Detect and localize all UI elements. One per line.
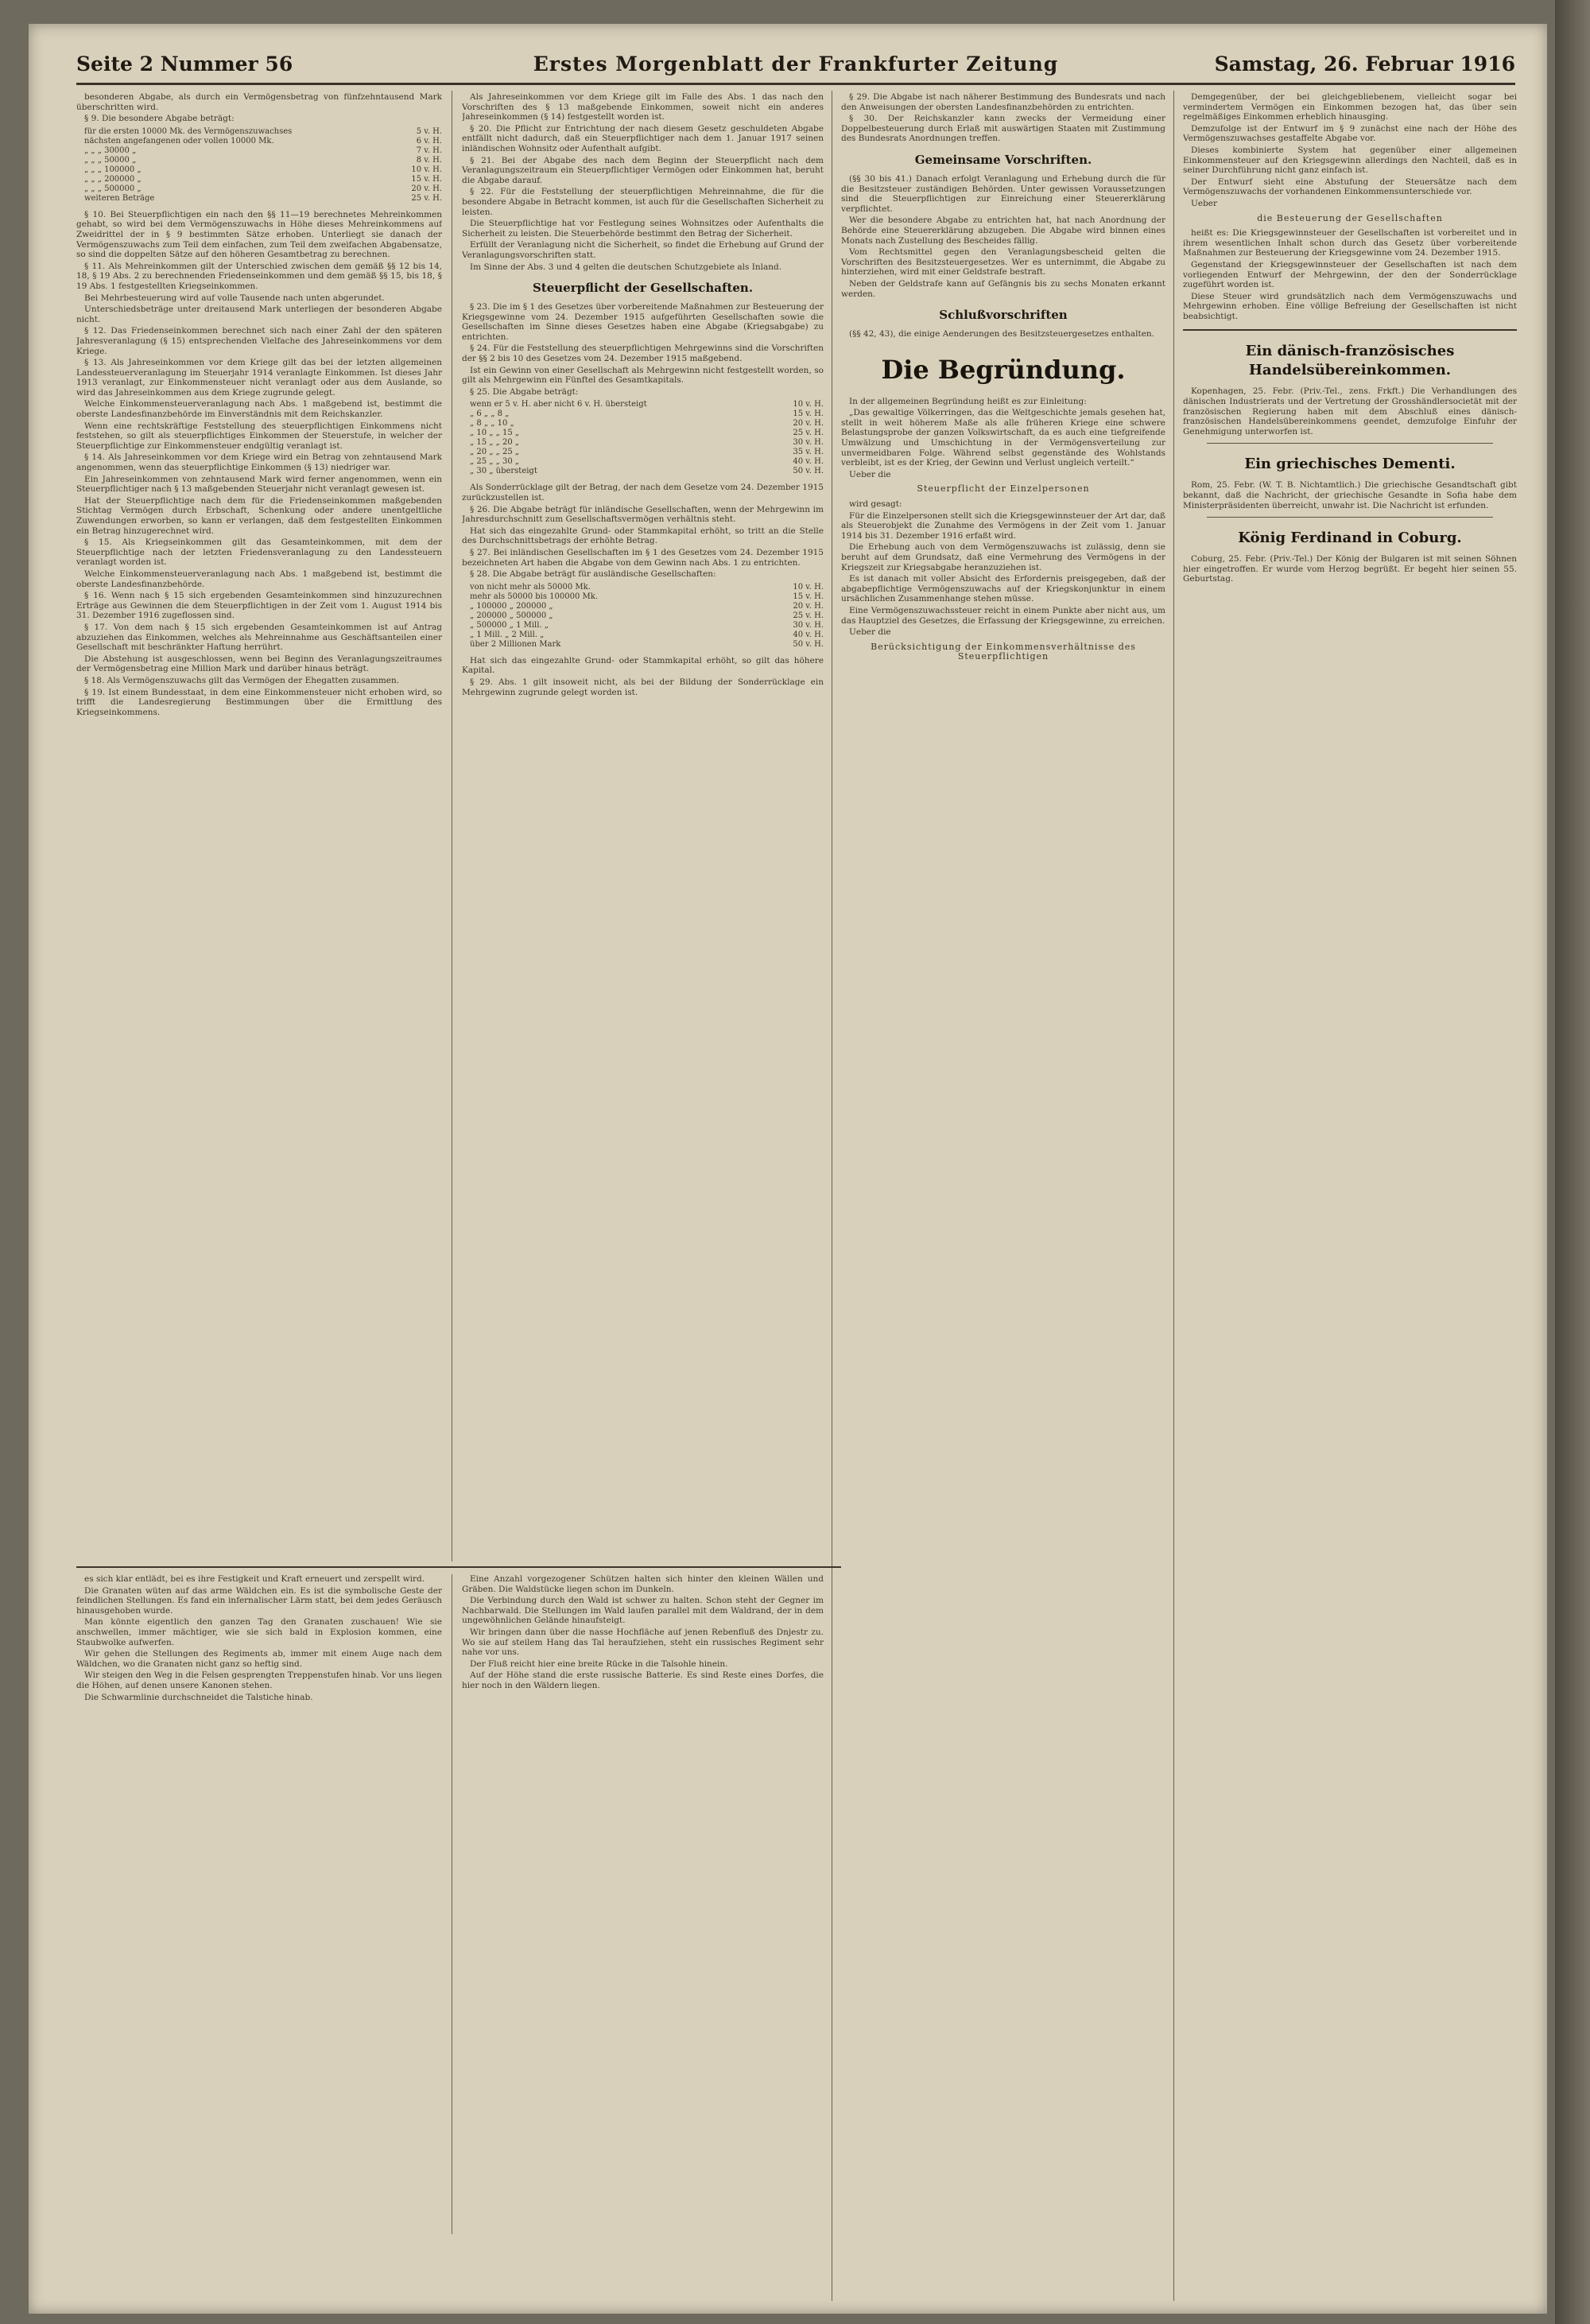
subsection-heading: die Besteuerung der Gesellschaften [1257,212,1443,223]
paragraph: Ist ein Gewinn von einer Gesellschaft als Mehrgewinn nicht festgestellt worden, so gilt als Mehrgewinn ein Fünftel des Gesamtkapitals. [462,365,824,386]
masthead-rule [76,83,1515,85]
table-row: „ 500000 „ 1 Mill. „ 30 v. H. [470,620,824,630]
paragraph: Ueber [1191,198,1218,208]
news-headline: Ein dänisch-französisches Handelsübereinkommen. [1245,343,1455,379]
subsection-heading: Steuerpflicht der Einzelpersonen [917,483,1090,495]
paragraph: § 15. Als Kriegseinkommen gilt das Gesamteinkommen, mit dem der Steuerpflichtige nach der letzten Friedensveranlagung zu den Landessteuern veranlagt worden ist. [76,537,442,568]
paragraph: Eine Anzahl vorgezogener Schützen halten sich hinter den kleinen Wällen und Gräben. Die Waldstücke liegen schon im Dunkeln. [462,1574,824,1594]
paragraph: In der allgemeinen Begründung heißt es zur Einleitung: [849,396,1087,406]
rate-table [462,400,824,476]
news-body: Kopenhagen, 25. Febr. (Priv.-Tel., zens. Frkft.) Die Verhandlungen des dänischen Industrierats und der Vertretung der Grosshändlersocietät mit der französischen Regierung haben mit dem Abschluß eines dänisch-französischen Handelsübereinkommens geendet, demzufolge Einfuhr der Genehmigung unterworfen ist. [1183,386,1517,436]
table-row: „ 25 „ „ 30 „ 40 v. H. [470,457,824,467]
paragraph: § 16. Wenn nach § 15 sich ergebenden Gesamteinkommen sind hinzuzurechnen Erträge aus Gewinnen die dem Steuerpflichtigen in der Zeit vom 1. August 1914 bis 31. Dezember 1916 zugeflossen sind. [76,591,442,621]
paragraph: Die Erhebung auch von dem Vermögenszuwachs ist zulässig, denn sie beruht auf dem Grundsatz, daß eine Vermehrung des Vermögens in der Kriegszeit zur Kriegsabgabe heranzuziehen ist. [841,542,1165,572]
section-heading: Steuerpflicht der Gesellschaften. [532,281,754,296]
column-rule [1173,91,1174,2301]
table-row: mehr als 50000 bis 100000 Mk. 15 v. H. [470,592,824,601]
paragraph: § 27. Bei inländischen Gesellschaften im § 1 des Gesetzes vom 24. Dezember 1915 bezeichneten Art haben die Abgabe von dem Gewinn nach Abs. 1 zu entrichten. [462,548,824,568]
paragraph: Der Entwurf sieht eine Abstufung der Steuersätze nach dem Vermögenszuwachs der vorhandenen Einkommensunterschiede vor. [1183,177,1517,197]
paragraph: Unterschiedsbeträge unter dreitausend Mark unterliegen der besonderen Abgabe nicht. [76,305,442,324]
paragraph: § 24. Für die Feststellung des steuerpflichtigen Mehrgewinns sind die Vorschriften der §§ 2 bis 10 des Gesetzes vom 24. Dezember 1915 maßgebend. [462,343,824,364]
paragraph: Wer die besondere Abgabe zu entrichten hat, hat nach Anordnung der Behörde eine Steuererklärung abzugeben. Die Abgabe wird binnen eines Monats nach Zustellung des Bescheides fällig. [841,215,1165,246]
paragraph: Auf der Höhe stand die erste russische Batterie. Es sind Reste eines Dorfes, die hier noch in den Wäldern liegen. [462,1670,824,1690]
paragraph: „Das gewaltige Völkerringen, das die Weltgeschichte jemals gesehen hat, stellt in weit höherem Maße als alle früheren Kriege eine schwere Belastungsprobe der ganzen Volkswirtschaft, da es auch eine tiefgreifende Umwälzung und Umschichtung in der Vermögensverteilung zur unvermeidbaren Folge. Während selbst gegenstände des Wohlstands verbleibt, ist es der Krieg, der Gewinn und Verlust ungleich verteilt.“ [841,408,1165,468]
paragraph: Gegenstand der Kriegsgewinnsteuer der Gesellschaften ist nach dem vorliegenden Entwurf der Mehrgewinn, der den der Sonderrücklage zugeführt worden ist. [1183,259,1517,290]
paragraph: § 22. Für die Feststellung der steuerpflichtigen Mehreinnahme, die für die besondere Abgabe in Betracht kommen, ist auch für die Gesellschaften Sicherheit zu leisten. [462,187,824,217]
paragraph: § 9. Die besondere Abgabe beträgt: [84,114,235,124]
paragraph: Bei Mehrbesteuerung wird auf volle Tausende nach unten abgerundet. [84,293,385,303]
column-4 [1183,92,1517,2295]
rate-table [462,583,824,650]
column-2 [462,92,824,1555]
paragraph: Wenn eine rechtskräftige Feststellung des steuerpflichtigen Einkommens nicht feststehen, so gilt als steuerpflichtiges Einkommen der Steuerstufe, in welcher der Steuerpflichtige zur Einkommensteuer endgültig veranlagt ist. [76,421,442,451]
feuilleton-rule [76,1566,841,1568]
table-row: wenn er 5 v. H. aber nicht 6 v. H. übersteigt 10 v. H. [470,400,824,409]
paragraph: Neben der Geldstrafe kann auf Gefängnis bis zu sechs Monaten erkannt werden. [841,278,1165,299]
paragraph: § 29. Abs. 1 gilt insoweit nicht, als bei der Bildung der Sonderrücklage ein Mehrgewinn zugrunde gelegt worden ist. [462,677,824,697]
paragraph: § 13. Als Jahreseinkommen vor dem Kriege gilt das bei der letzten allgemeinen Landessteuerveranlagung im Steuerjahr 1914 veranlagte Einkommen. Ist dieses Jahr 1913 veranlagt, zur Einkommensteuer nicht veranlagt oder aus dem Auslande, so wird das Jahreseinkommen aus dem Kriege zugrunde gelegt. [76,358,442,398]
paragraph: § 29. Die Abgabe ist nach näherer Bestimmung des Bundesrats und nach den Anweisungen der obersten Landesfinanzbehörden zu entrichten. [841,92,1165,112]
table-row: „ 15 „ „ 20 „ 30 v. H. [470,438,824,448]
paragraph: Demgegenüber, der bei gleichgebliebenem, vielleicht sogar bei vermindertem Vermögen ein Einkommen bezogen hat, das über sein regelmäßiges Einkommen erheblich hinausging. [1183,92,1517,122]
paragraph: es sich klar entlädt, bei es ihre Festigkeit und Kraft erneuert und zerspellt wird. [84,1574,425,1584]
table-row: „ „ „ 50000 „ 8 v. H. [84,155,442,165]
paragraph: Als Jahreseinkommen vor dem Kriege gilt im Falle des Abs. 1 das nach den Vorschriften des § 13 maßgebende Einkommen, soweit nicht ein anderes Jahreseinkommen (§ 14) festgestellt worden ist. [462,92,824,122]
section-heading: Gemeinsame Vorschriften. [914,152,1092,167]
paragraph: wird gesagt: [849,499,902,510]
paragraph: (§§ 30 bis 41.) Danach erfolgt Veranlagung und Erhebung durch die für die Besitzsteuer zuständigen Behörden. Unter gewissen Voraussetzungen sind die Steuerpflichtigen zur Einreichung einer Steuererklärung verpflichtet. [841,173,1165,214]
paragraph: § 18. Als Vermögenszuwachs gilt das Vermögen der Ehegatten zusammen. [84,675,400,685]
paragraph: besonderen Abgabe, als durch ein Vermögensbetrag von fünfzehntausend Mark überschritten wird. [76,92,442,112]
table-row: „ 1 Mill. „ 2 Mill. „ 40 v. H. [470,630,824,639]
paragraph: Die Steuerpflichtige hat vor Festlegung seines Wohnsitzes oder Aufenthalts die Sicherheit zu leisten. Die Steuerbehörde bestimmt den Betrag der Sicherheit. [462,219,824,239]
news-body: Coburg, 25. Febr. (Priv.-Tel.) Der König der Bulgaren ist mit seinen Söhnen hier eingetroffen. Er wurde vom Herzog begrüßt. Er begeht hier seinen 55. Geburtstag. [1183,554,1517,584]
paragraph: Wir bringen dann über die nasse Hochfläche auf jenen Rebenfluß des Dnjestr zu. Wo sie auf steilem Hang das Tal heraufziehen, steht ein russisches Regiment sehr nahe vor uns. [462,1627,824,1658]
feuilleton-column-2 [462,1574,824,2226]
section-divider [1183,329,1517,331]
news-headline: Ein griechisches Dementi. [1244,456,1456,473]
table-row: „ 20 „ „ 25 „ 35 v. H. [470,448,824,457]
column-3 [841,92,1165,2295]
paragraph: heißt es: Die Kriegsgewinnsteuer der Gesellschaften ist vorbereitet und in ihrem wesentlichen Inhalt schon durch das Gesetz über vorbereitende Maßnahmen zur Besteuerung der Kriegsgewinne vom 24. Dezember 1915. [1183,228,1517,258]
table-row: „ 100000 „ 200000 „ 20 v. H. [470,601,824,611]
table-row: von nicht mehr als 50000 Mk. 10 v. H. [470,582,824,592]
paragraph: § 20. Die Pflicht zur Entrichtung der nach diesem Gesetz geschuldeten Abgabe entfällt nicht dadurch, daß ein Steuerpflichtiger nach dem 1. Januar 1917 seinen inländischen Wohnsitz oder Aufenthalt aufgibt. [462,123,824,153]
table-row: „ „ „ 100000 „ 10 v. H. [84,165,442,174]
table-row: über 2 Millionen Mark 50 v. H. [470,639,824,649]
table-row: für die ersten 10000 Mk. des Vermögenszuwachses 5 v. H. [84,126,442,136]
table-row: „ 30 „ übersteigt 50 v. H. [470,467,824,476]
paragraph: Der Fluß reicht hier eine breite Rücke in die Talsohle hinein. [470,1659,728,1669]
paragraph: Hat sich das eingezahlte Grund- oder Stammkapital erhöht, so tritt an die Stelle des Durchschnittsbetrags der erhöhte Betrag. [462,526,824,546]
table-row: „ 6 „ „ 8 „ 15 v. H. [470,409,824,419]
paragraph: Als Sonderrücklage gilt der Betrag, der nach dem Gesetze vom 24. Dezember 1915 zurückzustellen ist. [462,483,824,503]
paragraph: § 23. Die im § 1 des Gesetzes über vorbereitende Maßnahmen zur Besteuerung der Kriegsgewinne vom 24. Dezember 1915 aufgeführten Gesellschaften sowie die Gesellschaften im Sinne dieses Gesetzes haben eine Abgabe (Kriegsabgabe) zu entrichten. [462,302,824,342]
paragraph: § 21. Bei der Abgabe des nach dem Beginn der Steuerpflicht nach dem Veranlagungszeitraum ein Steuerpflichtiger Vermögen oder Einkommen hat, beruht die Abgabe darauf. [462,155,824,185]
table-row: weiteren Beträge 25 v. H. [84,193,442,203]
column-1 [76,92,442,1555]
newspaper-title: Erstes Morgenblatt der Frankfurter Zeitung [533,52,1059,76]
newspaper-page [29,24,1547,2314]
subsection-heading: Berücksichtigung der Einkommensverhältnisse des Steuerpflichtigen [871,641,1136,662]
paragraph: § 19. Ist einem Bundesstaat, in dem eine Einkommensteuer nicht erhoben wird, so trifft die Landesregierung Bestimmungen über die Ermittlung des Kriegseinkommens. [76,687,442,717]
feuilleton-column-1 [76,1574,442,2226]
table-row: nächsten angefangenen oder vollen 10000 Mk. 6 v. H. [84,136,442,145]
paragraph: Demzufolge ist der Entwurf im § 9 zunächst eine nach der Höhe des Vermögenszuwachses gestaffelte Abgabe vor. [1183,123,1517,144]
paragraph: Die Granaten wüten auf das arme Wäldchen ein. Es ist die symbolische Geste der feindlichen Stellungen. Es fand ein infernalischer Lärm statt, bei dem jedes Geräusch hinausgehoben wurde. [76,1585,442,1616]
paragraph: Man könnte eigentlich den ganzen Tag den Granaten zuschauen! Wie sie anschwellen, immer mächtiger, wie sie sich bald in Explosion kommen, eine Staubwolke aufwerfen. [76,1617,442,1647]
paragraph: Die Schwarmlinie durchschneidet die Talstiche hinab. [84,1692,313,1702]
rate-table [76,127,442,204]
paragraph: Ein Jahreseinkommen von zehntausend Mark wird ferner angenommen, wenn ein Steuerpflichtiger nach § 13 maßgebenden Steuerjahr nicht veranlagt gewesen ist. [76,474,442,495]
paragraph: § 17. Von dem nach § 15 sich ergebenden Gesamteinkommen ist auf Antrag abzuziehen das Einkommen, welches als Mehreinnahme aus Geschäftsanteilen einer Gesellschaft mit beschränkter Haftung herrührt. [76,622,442,653]
paragraph: (§§ 42, 43), die einige Aenderungen des Besitzsteuergesetzes enthalten. [849,329,1155,339]
paragraph: Ueber die [849,469,891,479]
table-row: „ „ „ 500000 „ 20 v. H. [84,184,442,193]
table-row: „ 10 „ „ 15 „ 25 v. H. [470,429,824,438]
table-row: „ 8 „ „ 10 „ 20 v. H. [470,419,824,429]
paragraph: Hat sich das eingezahlte Grund- oder Stammkapital erhöht, so gilt das höhere Kapital. [462,655,824,676]
paragraph: Ueber die [849,627,891,638]
page-number: Seite 2 Nummer 56 [76,52,293,76]
masthead [76,48,1515,80]
paragraph: § 12. Das Friedenseinkommen berechnet sich nach einer Zahl der den späteren Jahresveranlagung (§ 15) entsprechenden Vielfache des Jahreseinkommens vor dem Kriege. [76,326,442,356]
paragraph: Welche Einkommensteuerveranlagung nach Abs. 1 maßgebend ist, bestimmt die oberste Landesfinanzbehörde im Einverständnis mit dem Reichskanzler. [76,399,442,420]
paragraph: Im Sinne der Abs. 3 und 4 gelten die deutschen Schutzgebiete als Inland. [470,262,782,272]
paragraph: Vom Rechtsmittel gegen den Veranlagungsbescheid gelten die Vorschriften des Besitzsteuergesetzes. Wer es unternimmt, die Abgabe zu hinterziehen, wird mit einer Geldstrafe bestraft. [841,247,1165,277]
paragraph: Wir gehen die Stellungen des Regiments ab, immer mit einem Auge nach dem Wäldchen, wo die Granaten nicht ganz so heftig sind. [76,1649,442,1669]
paragraph: § 11. Als Mehreinkommen gilt der Unterschied zwischen dem gemäß §§ 12 bis 14, 18, § 19 Abs. 2 zu berechnenden Friedenseinkommen und dem gemäß §§ 15, bis 18, § 19 Abs. 1 festgestellten Kriegseinkommen. [76,261,442,291]
paragraph: Wir steigen den Weg in die Felsen gesprengten Treppenstufen hinab. Vor uns liegen die Höhen, auf denen unsere Kanonen stehen. [76,1670,442,1690]
paragraph: Eine Vermögenszuwachssteuer reicht in einem Punkte aber nicht aus, um das Hauptziel des Gesetzes, die Erfassung der Kriegsgewinne, zu erreichen. [841,605,1165,626]
paragraph: § 10. Bei Steuerpflichtigen ein nach den §§ 11—19 berechnetes Mehreinkommen gehabt, so wird bei dem Vermögenszuwachs in Höhe dieses Mehreinkommens auf Zweidrittel der in § 9 bestimmten Sätze erhoben. Unterliegt sie danach der Vermögenszuwachs zum Teil dem einfachen, zum Teil dem zweifachen Abgabensatze, so sind die doppelten Sätze auf den höheren Gesamtbetrag zu berechnen. [76,209,442,260]
divider [1207,517,1493,518]
paragraph: Es ist danach mit voller Absicht des Erfordernis preisgegeben, daß der abgabepflichtige Vermögenszuwachs auf der Kriegskonjunktur in einem ursächlichen Zusammenhange stehen müsse. [841,574,1165,604]
paragraph: Welche Einkommensteuerveranlagung nach Abs. 1 maßgebend ist, bestimmt die oberste Landesfinanzbehörde. [76,568,442,589]
paragraph: § 28. Die Abgabe beträgt für ausländische Gesellschaften: [470,569,716,580]
paragraph: Erfüllt der Veranlagung nicht die Sicherheit, so findet die Erhebung auf Grund der Veranlagungsvorschriften statt. [462,240,824,260]
news-headline: König Ferdinand in Coburg. [1238,530,1462,547]
table-row: „ „ „ 30000 „ 7 v. H. [84,145,442,155]
divider [1207,443,1493,444]
section-heading: Schlußvorschriften [939,308,1068,323]
paragraph: Diese Steuer wird grundsätzlich nach dem Vermögenszuwachs und Mehrgewinn erhoben. Eine völlige Befreiung der Gesellschaften ist nicht beabsichtigt. [1183,291,1517,321]
paragraph: Die Verbindung durch den Wald ist schwer zu halten. Schon steht der Gegner im Nachbarwald. Die Stellungen im Wald laufen parallel mit dem Waldrand, der in dem ungewöhnlichen Gelände hinaufsteigt. [462,1596,824,1626]
paragraph: Die Abstehung ist ausgeschlossen, wenn bei Beginn des Veranlagungszeitraumes der Vermögensbetrag eine Million Mark und darüber hinaus beträgt. [76,654,442,674]
news-body: Rom, 25. Febr. (W. T. B. Nichtamtlich.) Die griechische Gesandtschaft gibt bekannt, daß die Nachricht, der griechische Gesandte in Sofia habe dem Ministerpräsidenten überreicht, unwahr ist. Die Nachricht ist erfunden. [1183,480,1517,510]
paragraph: Dieses kombinierte System hat gegenüber einer allgemeinen Einkommensteuer auf den Kriegsgewinn allerdings den Nachteil, daß es in seiner Durchführung nicht ganz einfach ist. [1183,145,1517,176]
paragraph: § 30. Der Reichskanzler kann zwecks der Vermeidung einer Doppelbesteuerung durch Erlaß mit auswärtigen Staaten mit Zustimmung des Bundesrats Anordnungen treffen. [841,114,1165,144]
paragraph: § 25. Die Abgabe beträgt: [470,386,579,397]
paragraph: Für die Einzelpersonen stellt sich die Kriegsgewinnsteuer der Art dar, daß als Steuerobjekt die Zunahme des Vermögens in der Zeit vom 1. Januar 1914 bis 31. Dezember 1916 erfaßt wird. [841,510,1165,541]
table-row: „ „ „ 200000 „ 15 v. H. [84,174,442,184]
table-row: „ 200000 „ 500000 „ 25 v. H. [470,611,824,620]
article-heading: Die Begründung. [881,354,1126,385]
paragraph: Hat der Steuerpflichtige nach dem für die Friedenseinkommen maßgebenden Stichtag Vermögen durch Erbschaft, Schenkung oder andere unentgeltliche Zuwendungen erworben, so kann er verlangen, daß dem festgestellten Einkommen ein Betrag hinzugerechnet wird. [76,495,442,536]
page-edge [1555,0,1590,2324]
paragraph: § 14. Als Jahreseinkommen vor dem Kriege wird ein Betrag von zehntausend Mark angenommen, wenn das steuerpflichtige Einkommen (§ 13) niedriger war. [76,452,442,473]
paragraph: § 26. Die Abgabe beträgt für inländische Gesellschaften, wenn der Mehrgewinn im Jahresdurchschnitt zum Gesellschaftsvermögen verhältnis steht. [462,504,824,525]
issue-date: Samstag, 26. Februar 1916 [1214,52,1515,76]
